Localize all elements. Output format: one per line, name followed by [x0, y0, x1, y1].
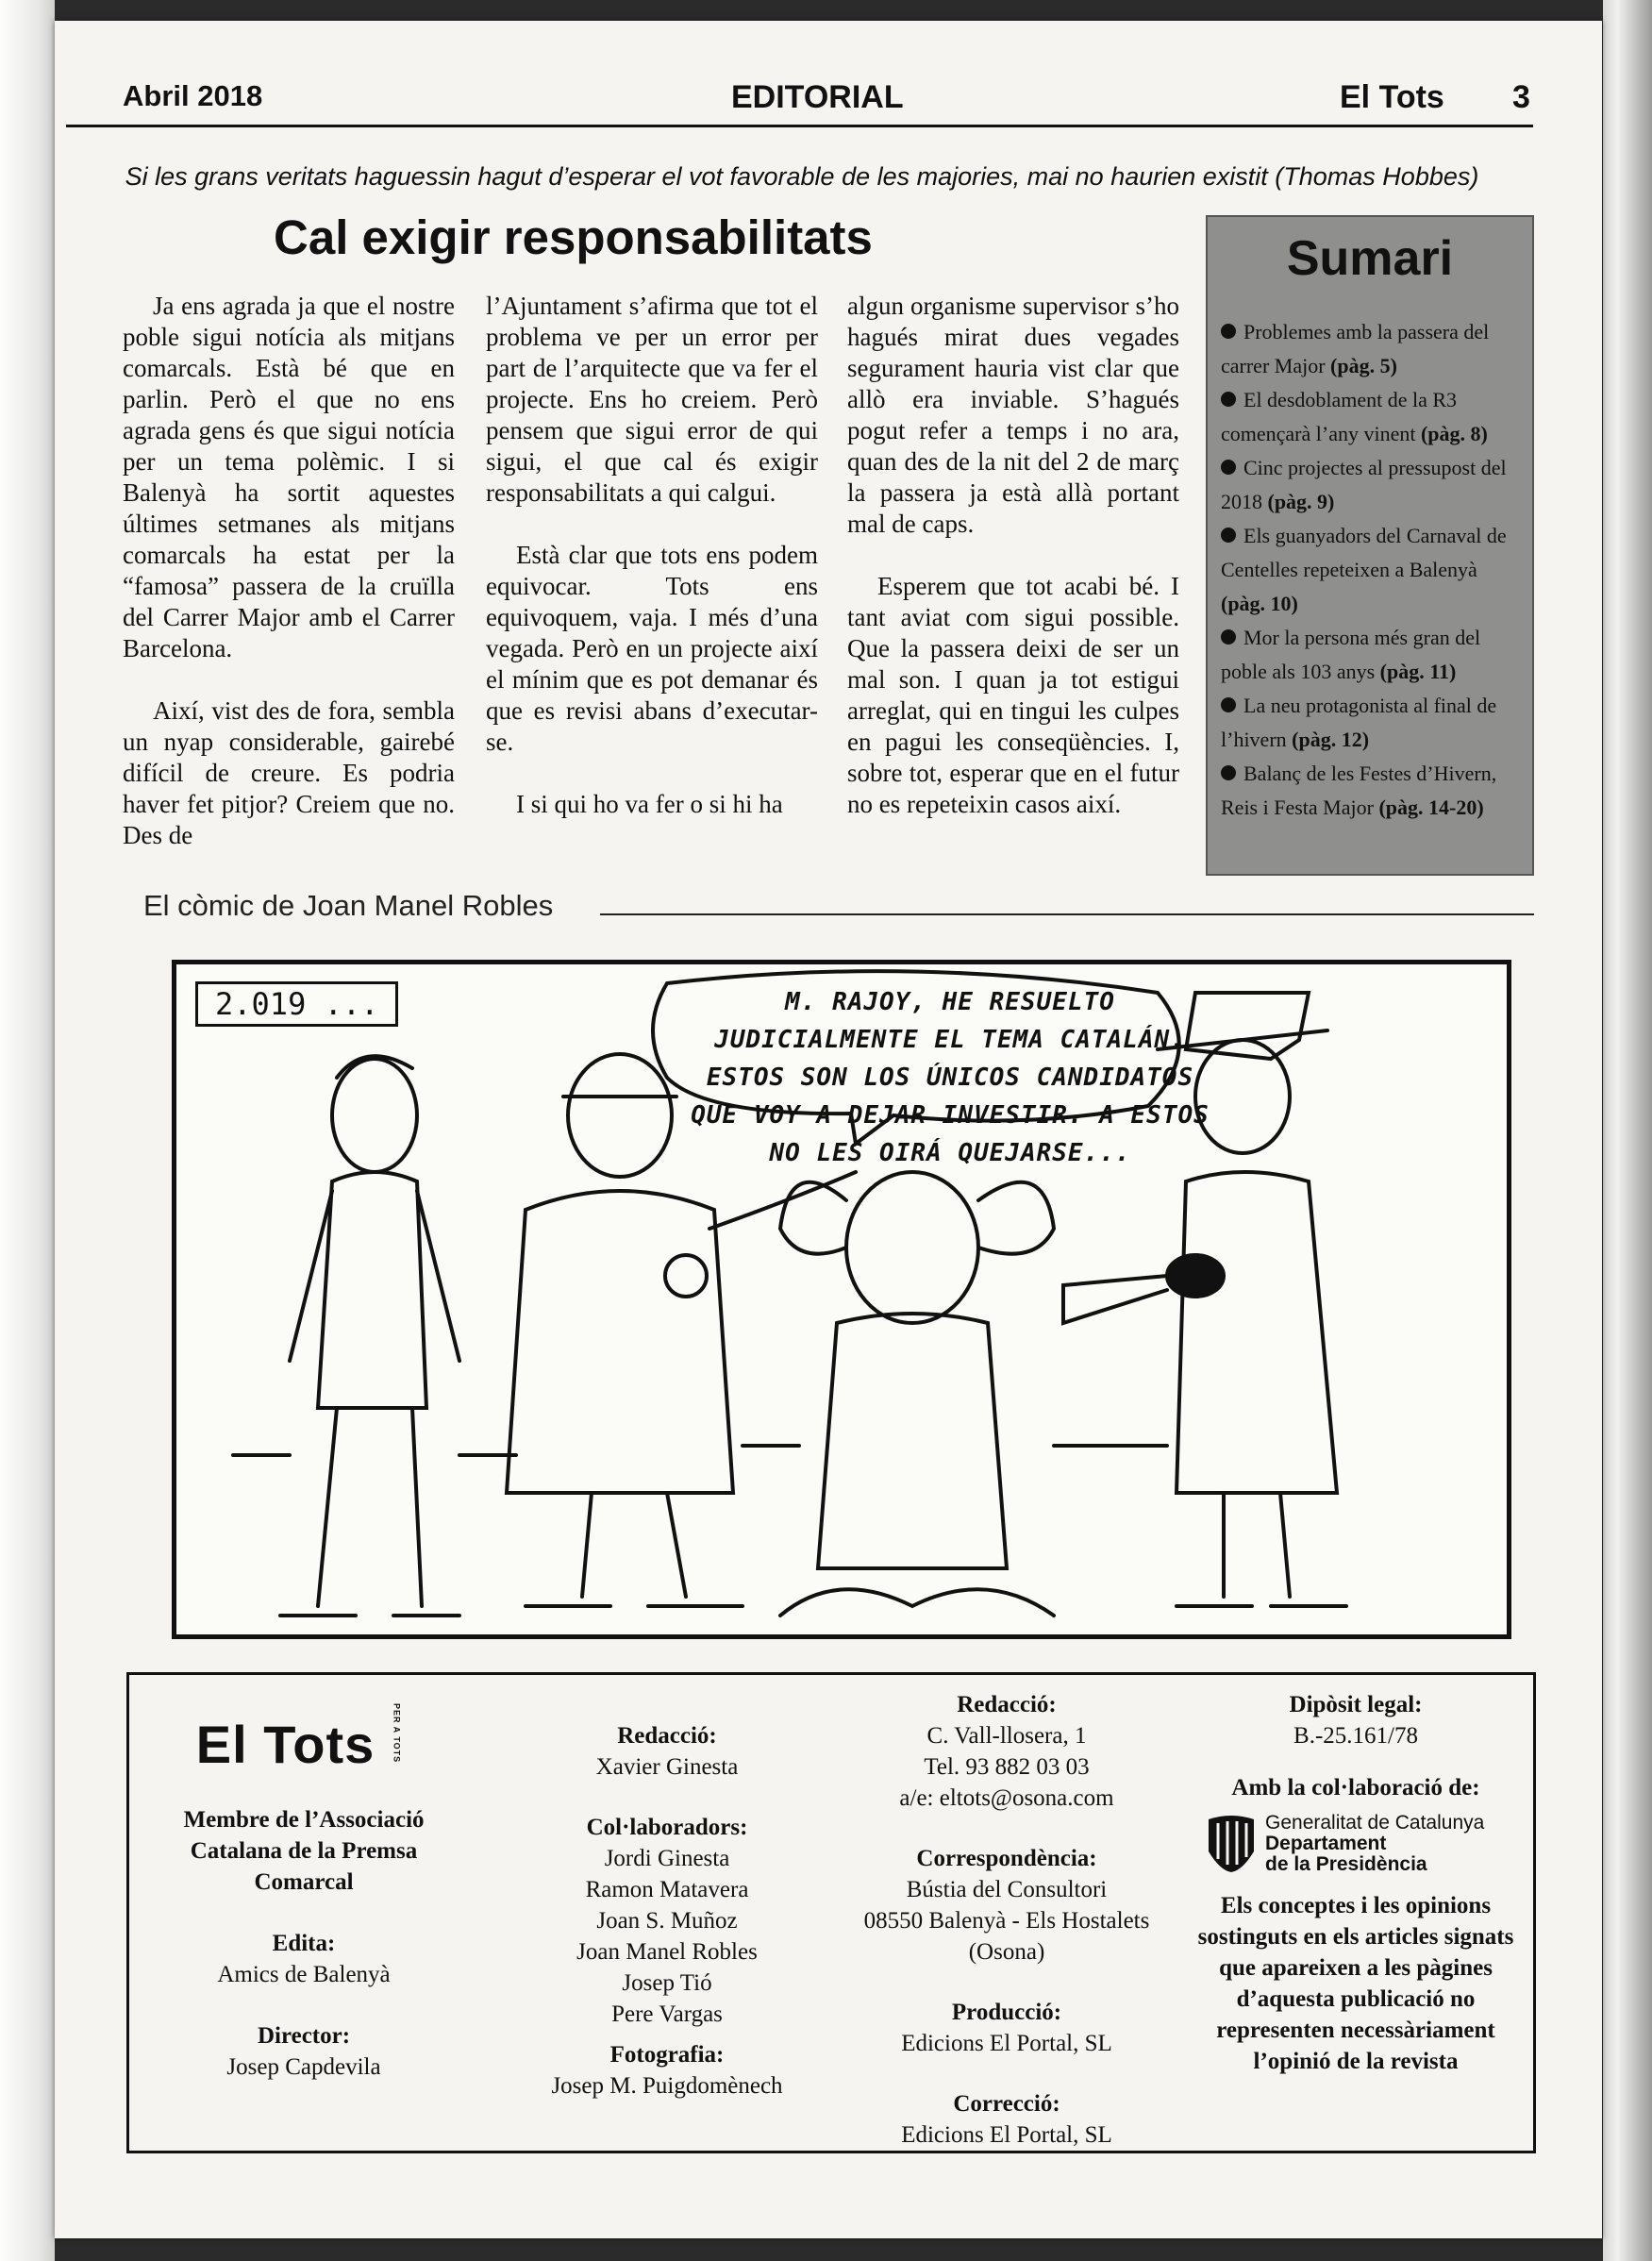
page-spine-shadow [0, 0, 55, 2261]
bullet-icon [1221, 697, 1236, 712]
address-line: C. Vall-llosera, 1 [926, 1723, 1087, 1749]
correspondence-line: 08550 Balenyà - Els Hostalets [863, 1908, 1150, 1934]
collaborator: Josep Tió [622, 1970, 712, 1996]
legal-deposit-label: Dipòsit legal: [1289, 1692, 1423, 1717]
summary-item[interactable]: El desdoblament de la R3 començarà l’any vinent (pàg. 8) [1221, 388, 1488, 445]
director-value: Josep Capdevila [226, 2054, 381, 2081]
comic-label: El còmic de Joan Manel Robles [143, 889, 554, 922]
paragraph: l’Ajuntament s’afirma que tot el problema ve per un error per part de l’arquitecte que va fer el projecte. Ens ho creiem. Però pensem que sigui error de qui sigui, el que cal és exigir responsabilitats a qui calgui. [486, 292, 818, 507]
bullet-icon [1221, 629, 1236, 645]
summary-box [1206, 215, 1534, 876]
comic-panel [172, 960, 1511, 1639]
correction-label: Correcció: [953, 2091, 1060, 2117]
epigraph-quote: Si les grans veritats haguessin hagut d’esperar el vot favorable de les majories, mai no haurien existit (Thomas Hobbes) [125, 162, 1479, 191]
redaccio-label: Redacció: [617, 1723, 717, 1749]
email-link[interactable]: a/e: eltots@osona.com [899, 1785, 1114, 1811]
bullet-icon [1221, 765, 1236, 780]
edita-value: Amics de Balenyà [217, 1962, 391, 1988]
bullet-icon [1221, 528, 1236, 543]
membership-text: Membre de l’Associació Catalana de la Premsa Comarcal [183, 1807, 425, 1896]
page-header [66, 59, 1533, 127]
address-label: Redacció: [957, 1692, 1057, 1717]
masthead-column-2 [507, 1720, 827, 2102]
publication-logo: El Tots PER A TOTS [195, 1703, 402, 1775]
paragraph: I si qui ho va fer o si hi ha [516, 790, 783, 818]
collaborator: Joan S. Muñoz [596, 1908, 738, 1934]
collaborator: Ramon Matavera [585, 1877, 749, 1902]
summary-item[interactable]: Cinc projectes al pressupost del 2018 (pàg. 9) [1221, 456, 1507, 513]
paragraph: Esperem que tot acabi bé. I tant aviat com sigui possible. Que la passera deixi de ser un mal son. I quan ja tot estigui arreglat, qui en tingui les culpes en pagui les conseqüències. I, sobre tot, esperar que en el futur no es repeteixin casos així. [847, 572, 1179, 818]
production-label: Producció: [951, 2000, 1062, 2025]
masthead-column-4 [1195, 1689, 1516, 2077]
paragraph: Així, vist des de fora, sembla un nyap considerable, gairebé difícil de creure. Es podria haver fet pitjor? Creiem que no. Des de [123, 696, 455, 849]
production-value: Edicions El Portal, SL [901, 2031, 1112, 2056]
bullet-icon [1221, 324, 1236, 339]
header-publication: El Tots [1340, 79, 1444, 115]
header-date: Abril 2018 [123, 79, 263, 112]
foto-label: Fotografia: [609, 2042, 725, 2068]
summary-item[interactable]: Problemes amb la passera del carrer Major (pàg. 5) [1221, 320, 1490, 377]
correspondence-line: (Osona) [968, 1939, 1045, 1965]
article-column-1 [123, 291, 455, 882]
correspondence-label: Correspondència: [916, 1846, 1097, 1871]
bullet-icon [1221, 460, 1236, 475]
paragraph: Està clar que tots ens podem equivocar. Tots ens equivoquem, vaja. I més d’una vegada. Però en un projecte així el mínim que es pot demanar és que es revisi abans d’executar-se. [486, 541, 818, 756]
page-number: 3 [1512, 79, 1530, 115]
masthead-box [126, 1672, 1536, 2153]
comic-divider [600, 913, 1534, 915]
article-column-2 [486, 291, 818, 851]
disclaimer-text: Els conceptes i les opinions sostinguts en els articles signats que apareixen a les pàgines d’aquesta publicació no representen necessàriament l’opinió de la revista [1197, 1893, 1514, 2074]
address-line: Tel. 93 882 03 03 [924, 1754, 1090, 1780]
paragraph: Ja ens agrada ja que el nostre poble sigui notícia als mitjans comarcals. Està bé que en parlin. Però el que no ens agrada gens és que sigui notícia per un tema polèmic. I si Balenyà ha sortit aquestes últimes setmanes als mitjans comarcals ha estat per la “famosa” passera de la cruïlla del Carrer Major amb el Carrer Barcelona. [123, 292, 455, 662]
masthead-column-3 [846, 1689, 1167, 2151]
generalitat-emblem-icon [1205, 1814, 1258, 1874]
bullet-icon [1221, 392, 1236, 407]
department-name: Departament [1265, 1833, 1387, 1854]
correspondence-line: Bústia del Consultori [906, 1877, 1108, 1902]
director-label: Director: [257, 2023, 351, 2050]
masthead-column-1 [148, 1703, 459, 2083]
collaborator: Jordi Ginesta [604, 1846, 730, 1871]
summary-title: Sumari [1286, 231, 1454, 286]
header-section: EDITORIAL [731, 79, 904, 115]
generalitat-logo [1195, 1813, 1516, 1875]
summary-list [1208, 315, 1532, 825]
comic-caption-box: 2.019 ... [195, 981, 398, 1027]
generalitat-name: Generalitat de Catalunya [1265, 1812, 1485, 1834]
summary-item[interactable]: Balanç de les Festes d’Hivern, Reis i Festa Major (pàg. 14-20) [1221, 762, 1497, 819]
redaccio-value: Xavier Ginesta [595, 1754, 739, 1780]
paragraph: algun organisme supervisor s’ho hagués mirat dues vegades segurament hauria vist clar que allò era inviable. S’hagués pogut refer a temps i no ara, quan des de la nit del 2 de març la passera ja està allà portant mal de caps. [847, 292, 1179, 538]
speech-bubble-text: M. RAJOY, HE RESUELTO JUDICIALMENTE EL TEMA CATALÁN. ESTOS SON LOS ÚNICOS CANDIDATOS QUE VOY A DEJAR INVESTIR. A ESTOS NO LES OIRÁ QUEJARSE... [691, 988, 1210, 1167]
collaborator: Joan Manel Robles [576, 1939, 758, 1965]
legal-deposit-value: B.-25.161/78 [1293, 1723, 1418, 1749]
article-title: Cal exigir responsabilitats [274, 210, 873, 264]
edita-label: Edita: [272, 1931, 336, 1957]
summary-item[interactable]: La neu protagonista al final de l’hivern (pàg. 12) [1221, 694, 1497, 751]
page-edge [1603, 0, 1652, 2261]
correction-value: Edicions El Portal, SL [901, 2122, 1112, 2148]
collaborator: Pere Vargas [611, 2001, 723, 2027]
collaboration-label: Amb la col·laboració de: [1231, 1775, 1480, 1800]
summary-item[interactable]: Els guanyadors del Carnaval de Centelles repeteixen a Balenyà (pàg. 10) [1221, 524, 1507, 615]
summary-item[interactable]: Mor la persona més gran del poble als 103 anys (pàg. 11) [1221, 626, 1481, 683]
article-column-3 [847, 291, 1179, 851]
collaborators-label: Col·laboradors: [586, 1815, 748, 1840]
foto-value: Josep M. Puigdomènech [551, 2073, 783, 2099]
department-subname: de la Presidència [1265, 1853, 1427, 1875]
